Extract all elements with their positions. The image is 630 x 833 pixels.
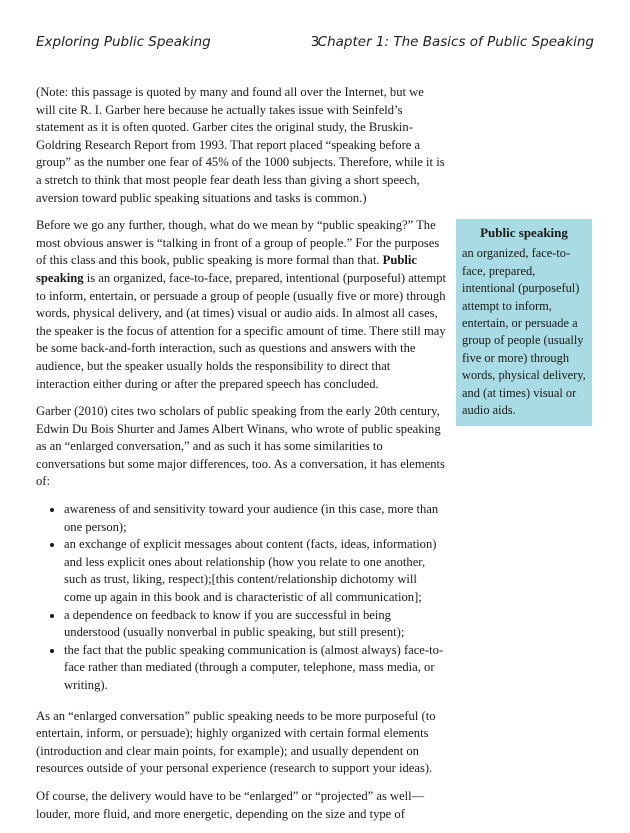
sidebar-definition: an organized, face-to-face, prepared, intentional (purposeful) attempt to inform, entertain, or persuade a group of people (usually five or more) through words, physical delivery, and (at times) visual or audio aids.: [462, 246, 586, 418]
page-number: 3: [310, 34, 320, 50]
definition-paragraph: [36, 217, 446, 393]
delivery-paragraph: Of course, the delivery would have to be “enlarged” or “projected” as well—louder, more fluid, and more energetic, depending on the size and type of: [36, 788, 425, 821]
conversation-elements-list: [36, 501, 446, 695]
list-item: • an exchange of explicit messages about content (facts, ideas, information) and less explicit ones about relationship (how you relate to one another, such as trust, liking, respect);[this content/relationship dichotomy will come up again in this book and is characteristic of all communication];: [64, 536, 446, 606]
chapter-title: Chapter 1: The Basics of Public Speaking: [317, 34, 594, 50]
list-item: • awareness of and sensitivity toward your audience (in this case, more than one person);: [64, 501, 446, 536]
definition-body-text: is an organized, face-to-face, prepared, intentional (purposeful) attempt to inform, entertain, or persuade a group of people (usually five or more) through words, physical delivery, and (at times) visual or audio aids. In almost all cases, the speaker is the focus of attention for a specific amount of time. There still may be some back-and-forth interaction, such as questions and answers with the audience, but the speaker usually holds the responsibility to direct that interaction either during or after the prepared speech has concluded.: [36, 270, 446, 391]
definition-sidebar: [456, 219, 592, 426]
enlarged-conversation-paragraph: Garber (2010) cites two scholars of public speaking from the early 20th century, Edwin Du Bois Shurter and James Albert Winans, who wrote of public speaking as an “enlarged conversation,” and as such it has some similarities to conversations but some major differences, too. As a conversation, it has elements of:: [36, 404, 445, 489]
main-text-column: [36, 84, 446, 833]
definition-intro-text: Before we go any further, though, what do we mean by “public speaking?” The most obvious answer is “talking in front of a group of people.” For the purposes of this class and this book, public speaking is more formal than that.: [36, 218, 440, 268]
book-title: Exploring Public Speaking: [36, 34, 211, 50]
list-item: • the fact that the public speaking communication is (almost always) face-to-face rather than mediated (through a computer, telephone, mass media, or writing).: [64, 642, 446, 695]
list-item: • a dependence on feedback to know if you are successful in being understood (usually nonverbal in public speaking, but still present);: [64, 607, 446, 642]
purposeful-paragraph: As an “enlarged conversation” public speaking needs to be more purposeful (to entertain, inform, or persuade); highly organized with certain formal elements (introduction and clear main points, for example); and usually dependent on resources outside of your personal experience (research to support your ideas).: [36, 708, 436, 776]
sidebar-term: Public speaking: [480, 225, 568, 240]
note-paragraph: (Note: this passage is quoted by many and found all over the Internet, but we will cite R. I. Garber here because he actually takes issue with Seinfeld’s statement as it is often quoted. Garber cites the original study, the Bruskin-Goldring Research Report from 1993. That report placed “speaking before a group” as the number one fear of 45% of the 1000 subjects. Therefore, while it is a stretch to think that most people fear death less than giving a short speech, aversion toward public speaking situations and tasks is common.): [36, 85, 445, 205]
definition-term: Public speaking: [36, 253, 417, 285]
page-header: [36, 34, 594, 54]
